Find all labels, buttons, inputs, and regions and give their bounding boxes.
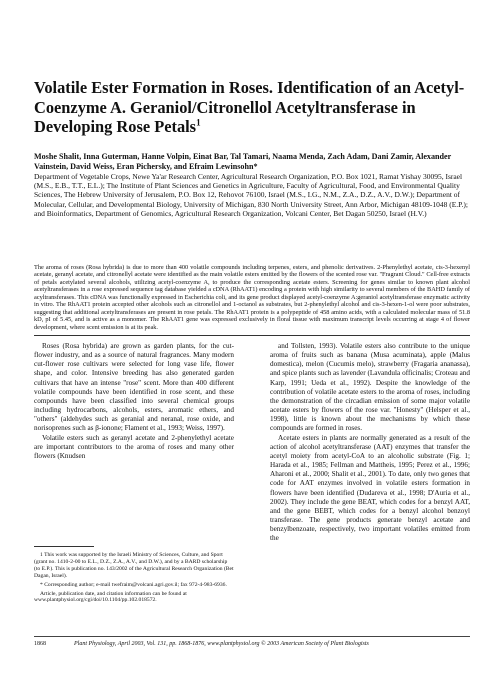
journal-citation: Plant Physiology, April 2003, Vol. 131, pp. 1868-1876, www.plantphysiol.org © 2003 American Society of Plant Biologists	[74, 641, 369, 647]
page-title	[34, 78, 474, 137]
abstract-divider	[34, 335, 470, 336]
page-number: 1868	[34, 641, 46, 647]
footnote-article-info: Article, publication date, and citation information can be found at www.plantphysiol.org/cgi/doi/10.1104/pp.102.018572.	[34, 590, 187, 604]
body-paragraph: Acetate esters in plants are normally generated as a result of the action of alcohol acetyltransferase (AAT) enzymes that transfer the acetyl moiety from acetyl-CoA to an alcoholic substrate (Fig. 1; Harada et al., 1985; Fellman and Mattheis, 1995; Perez et al., 1996; Aharoni et al., 2000; Shalit et al., 2001). To date, only two genes that code for AAT enzymes involved in volatile esters formation in flowers have been identified (Dudareva et al., 1998; D'Auria et al., 2002). They include the gene BEAT, which codes for a benzyl AAT, and the gene BEBT, which codes for a benzyl alcohol benzoyl transferase. The gene products generate benzyl acetate and benzylbenzoate, respectively, two important volatiles emitted from the	[270, 433, 470, 543]
affiliations: Department of Vegetable Crops, Newe Ya'ar Research Center, Agricultural Research Organization, P.O. Box 1021, Ramat Yishay 30095, Israel (M.S., E.B., T.T., E.L.); The Institute of Plant Sciences and Genetics in Agriculture, Faculty of Agricultural, Food, and Environmental Quality Sciences, The Hebrew University of Jerusalem, P.O. Box 12, Rehovot 76100, Israel (M.S., I.G., N.M., Z.A., D.Z., A.V., D.W.); Department of Molecular, Cellular, and Developmental Biology, University of Michigan, 830 North University Street, Ann Arbor, Michigan 48109-1048 (E.P.); and Bioinformatics, Department of Genomics, Agricultural Research Organization, Volcani Center, Bet Dagan 50250, Israel (H.V.)	[34, 172, 468, 218]
body-paragraph: Volatile esters such as geranyl acetate and 2-phenylethyl acetate are important contributors to the aroma of roses and many other flowers (Knudsen	[34, 433, 234, 460]
right-column	[270, 342, 470, 543]
body-paragraph: and Tollsten, 1993). Volatile esters also contribute to the unique aroma of fruits such as banana (Musa acuminata), apple (Malus domestica), melon (Cucumis melo), strawberry (Fragaria ananassa), and spice plants such as lavender (Lavandula officinalis; Croteau and Karp, 1991; Ueda et al., 1992). Despite the knowledge of the contribution of volatile acetate esters to the aroma of roses, including the demonstration of the circadian emission of some major volatile acetate esters by flowers of the rose var. "Honesty" (Helsper et al., 1998), little is known about the mechanisms by which these compounds are formed in roses.	[270, 342, 470, 433]
footnote-funding: 1 This work was supported by the Israeli Ministry of Sciences, Culture, and Sport (grant no. 1410-2-00 to E.L., D.Z., Z.A., A.V., and D.W.), and by a BARD scholarship (to E.P.). This is publication no. 143/2002 of the Agricultural Research Organization (Bet Dagan, Israel).	[34, 552, 234, 579]
footer-divider	[34, 636, 470, 637]
title-text: Volatile Ester Formation in Roses. Identification of an Acetyl-Coenzyme A. Geraniol/Citronellol Acetyltransferase in Developing Rose Petals	[34, 78, 465, 136]
footnotes	[34, 552, 234, 606]
footnote-corresponding-author: * Corresponding author; e-mail twefraim@volcani.agri.gov.il; fax 972-4-983-6936.	[40, 581, 227, 588]
author-list: Moshe Shalit, Inna Guterman, Hanne Volpin, Einat Bar, Tal Tamari, Naama Menda, Zach Adam, Dani Zamir, Alexander Vainstein, David Weiss, Eran Pichersky, and Efraim Lewinsohn*	[34, 152, 452, 171]
title-footnote-mark: 1	[196, 117, 201, 128]
abstract: The aroma of roses (Rosa hybrida) is due to more than 400 volatile compounds including terpenes, esters, and phenolic derivatives. 2-Phenylethyl acetate, cis-3-hexenyl acetate, geranyl acetate, and citronellyl acetate were identified as the main volatile esters emitted by the flowers of the scented rose var. "Fragrant Cloud." Cell-free extracts of petals acetylated several alcohols, utilizing acetyl-coenzyme A, to produce the corresponding acetate esters. Screening for genes similar to known plant alcohol acetyltransferases in a rose expressed sequence tag database yielded a cDNA (RhAAT1) encoding a protein with high similarity to several members of the BAHD family of acyltransferases. This cDNA was functionally expressed in Escherichia coli, and its gene product displayed acetyl-coenzyme A:geraniol acetyltransferase enzymatic activity in vitro. The RhAAT1 protein accepted other alcohols such as citronellol and 1-octanol as substrates, but 2-phenylethyl alcohol and cis-3-hexen-1-ol were poor substrates, suggesting that additional acetyltransferases are present in rose petals. The RhAAT1 protein is a polypeptide of 458 amino acids, with a calculated molecular mass of 51.8 kD, pI of 5.45, and is active as a monomer. The RhAAT1 gene was expressed exclusively in floral tissue with maximum transcript levels occurring at stage 4 of flower development, where scent emission is at its peak.	[34, 264, 470, 331]
page-footer	[34, 641, 470, 648]
left-column	[34, 342, 234, 461]
footnote-divider	[34, 546, 94, 547]
body-paragraph: Roses (Rosa hybrida) are grown as garden plants, for the cut-flower industry, and as a source of natural fragrances. Many modern cut-flower rose cultivars were selected for long vase life, flower shape, and color. Intensive breeding has also generated garden cultivars that have an intense "rose" scent. More than 400 different volatile compounds have been identified in rose scent, and these compounds have been classified into several chemical groups including hydrocarbons, alcohols, esters, aromatic ethers, and "others" (aldehydes such as geranial and neranal, rose oxide, and norisoprenes such as β-ionone; Flament et al., 1993; Weiss, 1997).	[34, 342, 234, 433]
